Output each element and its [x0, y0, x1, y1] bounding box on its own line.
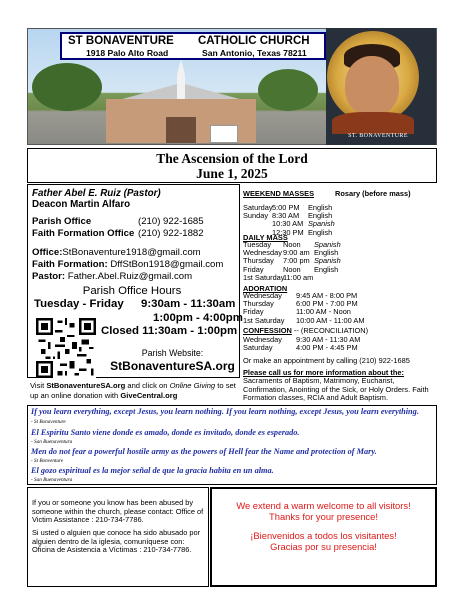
weekend-masses-heading: WEEKEND MASSES — [243, 189, 315, 198]
pastor-email[interactable]: Pastor: Father.Abel.Ruiz@gmail.com — [32, 271, 193, 282]
adoration-day: Wednesday — [243, 291, 282, 300]
title-line-1: The Ascension of the Lord — [156, 151, 308, 166]
portrait-face — [345, 56, 399, 116]
quote-4: El gozo espiritual es la mejor señal de que la gracia habita en un alma. — [31, 466, 274, 475]
daily-mass-day: Thursday — [243, 256, 274, 266]
faith-formation-phone: (210) 922-1882 — [138, 228, 204, 239]
appointment-text: Or make an appointment by calling (210) 922-1685 — [243, 356, 410, 365]
confession-day: Saturday — [243, 343, 273, 353]
weekend-mass-lang: English — [308, 203, 333, 212]
page-title — [27, 148, 437, 183]
daily-mass-day: Wednesday — [243, 248, 282, 258]
adoration-time: 10:00 AM - 11:00 AM — [296, 315, 365, 325]
office-hours-title: Parish Office Hours — [82, 285, 182, 297]
weekend-mass-lang: English — [308, 211, 333, 221]
daily-mass-lang: English — [314, 264, 339, 274]
church-sign — [210, 125, 238, 143]
giving-site-link[interactable]: StBonaventureSA.org — [46, 381, 126, 390]
weekend-mass-day: Saturday — [243, 203, 273, 212]
welcome-spanish-1: ¡Bienvenidos a todos los visitantes! — [250, 530, 397, 541]
faith-formation-label: Faith Formation Office — [32, 228, 135, 239]
parish-office-phone: (210) 922-1685 — [138, 216, 204, 227]
adoration-time: 9:45 AM - 8:00 PM — [296, 291, 358, 300]
daily-mass-time: 9:00 am — [283, 248, 310, 258]
confession-time: 4:00 PM - 4:45 PM — [296, 343, 358, 353]
weekend-mass-day: Sunday — [243, 211, 269, 221]
quote-2: El Espíritu Santo viene donde es amado, donde es invitado, donde es esperado. — [31, 428, 300, 437]
adoration-day: Friday — [243, 307, 264, 317]
office-hours-morning: 9:30am - 11:30am — [141, 298, 236, 310]
abuse-notice-english: If you or someone you know has been abused by someone within the church, please contact: Office of Victim Assistance : 210-734-7786. — [32, 498, 204, 525]
portrait-caption: ST. BONAVENTURE — [348, 133, 408, 139]
confession-time: 9:30 AM - 11:30 AM — [296, 335, 361, 344]
daily-mass-day: Tuesday — [243, 240, 272, 249]
quote-3-author: - St Bonventure — [31, 458, 64, 464]
daily-mass-day: Friday — [243, 264, 264, 274]
givecentral-link[interactable]: GiveCentral.org — [120, 391, 178, 400]
weekend-mass-time: 12:30 PM — [272, 227, 304, 237]
weekend-mass-time: 10:30 AM — [272, 219, 304, 229]
weekend-mass-time: 5:00 PM — [272, 203, 300, 212]
welcome-spanish-2: Gracias por su presencia! — [270, 541, 377, 552]
church-street: 1918 Palo Alto Road — [86, 48, 169, 58]
abuse-notice-spanish: Si usted o alguien que conoce ha sido abusado por alguien dentro de la iglesia, comuníquese con: Oficina de Asistencia a Víctimas : 210-734-7786. — [32, 528, 201, 555]
confession-heading: CONFESSION -- (RECONCILIATION) — [243, 326, 369, 335]
daily-mass-time: Noon — [283, 264, 301, 274]
daily-mass-day: 1st Saturday — [243, 272, 285, 282]
info-body: Sacraments of Baptism, Matrimony, Eucharist, Confirmation, Anointing of the Sick, or Holy Orders. Faith Formation classes, RCIA and Adult Baptism. — [243, 376, 429, 402]
website-link[interactable]: StBonaventureSA.org — [110, 359, 235, 373]
weekend-mass-time: 8:30 AM — [272, 211, 300, 221]
office-email[interactable]: Office:StBonaventure1918@gmail.com — [32, 247, 201, 258]
website-label: Parish Website: — [141, 348, 204, 358]
weekend-mass-lang: English — [308, 227, 333, 237]
adoration-heading: ADORATION — [243, 284, 288, 293]
info-heading: Please call us for more information about the: — [243, 368, 404, 377]
qr-code[interactable] — [36, 318, 96, 378]
faith-formation-email[interactable]: Faith Formation: DffStBon1918@gmail.com — [32, 259, 224, 270]
quote-1: If you learn everything, except Jesus, you learn nothing. If you learn nothing, except Jesus, you learn everything. — [31, 407, 419, 416]
church-name-1: ST BONAVENTURE — [68, 35, 174, 47]
welcome-english-1: We extend a warm welcome to all visitors! — [236, 500, 411, 511]
daily-mass-heading: DAILY MASS — [243, 233, 288, 242]
church-name-box — [60, 32, 326, 60]
office-closed-hours: Closed 11:30am - 1:00pm — [101, 325, 238, 337]
adoration-time: 11:00 AM - Noon — [296, 307, 351, 317]
confession-day: Wednesday — [243, 335, 282, 344]
church-door — [166, 117, 196, 143]
weekend-mass-lang: Spanish — [308, 219, 335, 229]
daily-mass-lang: Spanish — [314, 256, 341, 266]
online-giving-text: Visit StBonaventureSA.org and click on Online Giving to set up an online donation with GiveCentral.org — [30, 381, 236, 400]
welcome-english-2: Thanks for your presence! — [269, 511, 378, 522]
office-hours-days: Tuesday - Friday — [34, 298, 124, 310]
quote-1-author: - St Bonaventure — [31, 419, 66, 425]
deacon-name: Deacon Martin Alfaro — [32, 199, 131, 210]
adoration-time: 6:00 PM - 7:00 PM — [296, 299, 358, 309]
adoration-day: 1st Saturday — [243, 315, 285, 325]
quote-2-author: - San Buenaventura — [31, 439, 73, 445]
sacraments-info — [243, 369, 435, 402]
title-line-2: June 1, 2025 — [196, 166, 268, 181]
daily-mass-lang: Spanish — [314, 240, 341, 249]
church-city: San Antonio, Texas 78211 — [202, 48, 307, 58]
daily-mass-time: 7:00 pm — [283, 256, 310, 266]
daily-mass-lang: English — [314, 248, 339, 258]
parish-office-label: Parish Office — [32, 216, 92, 227]
daily-mass-time: Noon — [283, 240, 301, 249]
portrait-robe — [332, 112, 414, 134]
tree-right — [258, 69, 318, 111]
quote-4-author: - San Buenaventura — [31, 477, 73, 483]
church-steeple — [177, 59, 185, 99]
office-hours-afternoon: 1:00pm - 4:00pm — [153, 312, 243, 324]
quote-3: Men do not fear a powerful hostile army as the powers of Hell fear the Name and protection of Mary. — [31, 447, 377, 456]
daily-mass-time: 11:00 am — [283, 272, 314, 282]
tree-left — [32, 63, 102, 111]
adoration-day: Thursday — [243, 299, 274, 309]
pastor-name: Father Abel E. Ruiz (Pastor) — [32, 188, 161, 199]
rosary-heading: Rosary (before mass) — [335, 189, 411, 198]
church-name-2: CATHOLIC CHURCH — [198, 35, 310, 47]
